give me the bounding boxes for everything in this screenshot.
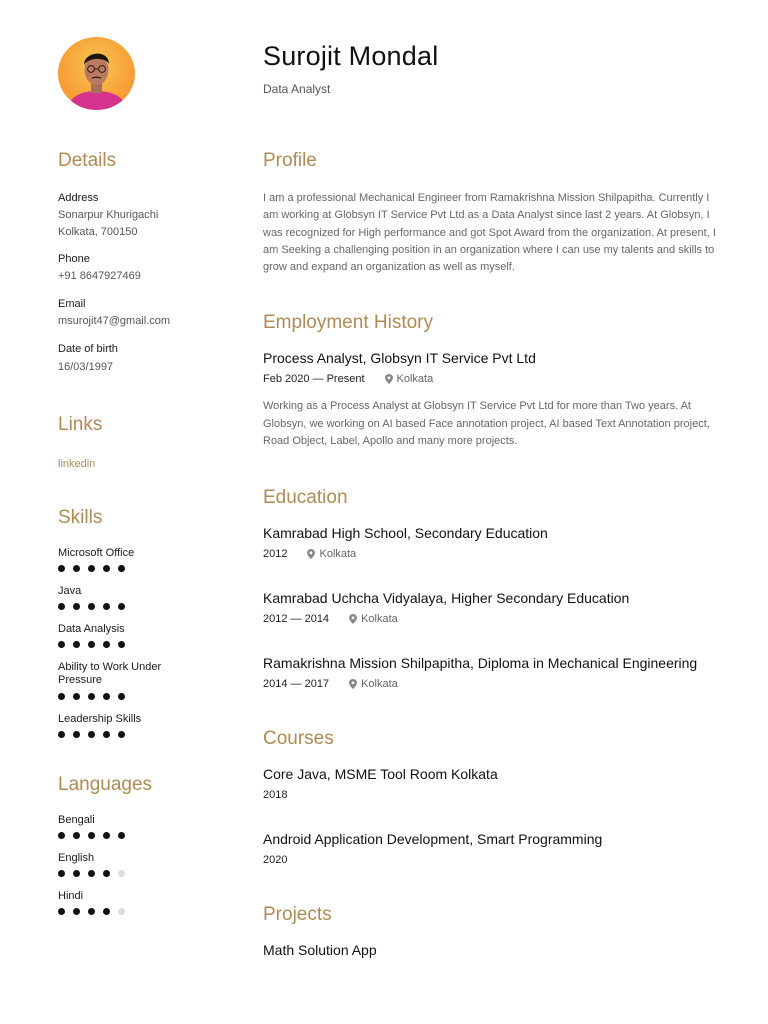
education-location-text: Kolkata — [361, 678, 398, 691]
job-location-text: Kolkata — [396, 373, 434, 386]
course-year: 2020 — [263, 854, 288, 867]
language-name: English — [58, 852, 95, 864]
address-block — [58, 192, 228, 241]
language-rating — [58, 832, 228, 839]
person-photo-icon — [58, 37, 135, 110]
candidate-name: Surojit Mondal — [263, 41, 439, 71]
profile-photo — [58, 37, 135, 110]
job-role: Data Analyst — [263, 82, 331, 96]
rating-dot — [58, 870, 65, 877]
language-name: Hindi — [58, 890, 84, 902]
rating-dot — [58, 641, 65, 648]
rating-dot — [73, 870, 80, 877]
rating-dot — [118, 641, 125, 648]
rating-dot — [58, 832, 65, 839]
education-location — [349, 613, 398, 625]
project-entry — [263, 942, 725, 958]
rating-dot — [103, 731, 110, 738]
rating-dot — [88, 832, 95, 839]
education-location-text: Kolkata — [319, 548, 357, 561]
rating-dot — [58, 731, 65, 738]
rating-dot — [118, 832, 125, 839]
rating-dot — [118, 603, 125, 610]
course-meta — [263, 789, 725, 801]
address-label: Address — [58, 192, 99, 204]
address-line-2: Kolkata, 700150 — [58, 226, 138, 238]
skills-list — [58, 547, 228, 738]
email-value: msurojit47@gmail.com — [58, 315, 171, 327]
location-pin-icon — [349, 679, 357, 689]
rating-dot — [88, 731, 95, 738]
skill-rating — [58, 731, 228, 738]
course-title: Android Application Development, Smart Programming — [263, 831, 603, 848]
education-meta — [263, 548, 725, 560]
rating-dot-empty — [118, 908, 125, 915]
language-name: Bengali — [58, 814, 95, 826]
education-title: Kamrabad Uchcha Vidyalaya, Higher Secondary Education — [263, 590, 630, 607]
skill-rating — [58, 641, 228, 648]
rating-dot — [73, 603, 80, 610]
rating-dot — [103, 693, 110, 700]
rating-dot — [88, 693, 95, 700]
rating-dot — [103, 603, 110, 610]
education-location — [307, 548, 356, 560]
education-entry — [263, 525, 725, 560]
skill-rating — [58, 565, 228, 572]
skill-rating — [58, 693, 228, 700]
rating-dot — [103, 908, 110, 915]
job-dates: Feb 2020 — Present — [263, 373, 365, 386]
skill-item — [58, 661, 228, 700]
rating-dot — [58, 693, 65, 700]
profile-heading: Profile — [263, 150, 317, 171]
rating-dot — [73, 832, 80, 839]
rating-dot-empty — [118, 870, 125, 877]
location-pin-icon — [307, 549, 315, 559]
skill-name: Java — [58, 585, 82, 597]
course-entry — [263, 766, 725, 801]
skill-name: Ability to Work Under Pressure — [58, 661, 162, 686]
linkedin-link[interactable]: linkedin — [58, 458, 96, 470]
rating-dot — [58, 603, 65, 610]
skill-item — [58, 623, 228, 648]
languages-list — [58, 814, 228, 915]
skill-item — [58, 547, 228, 572]
rating-dot — [103, 565, 110, 572]
job-location — [385, 373, 434, 385]
skill-name: Leadership Skills — [58, 713, 142, 725]
language-rating — [58, 870, 228, 877]
details-heading: Details — [58, 150, 117, 171]
rating-dot — [118, 731, 125, 738]
location-pin-icon — [385, 374, 393, 384]
rating-dot — [88, 565, 95, 572]
courses-heading: Courses — [263, 728, 334, 750]
education-location-text: Kolkata — [361, 613, 398, 626]
education-title: Kamrabad High School, Secondary Education — [263, 525, 548, 542]
education-dates: 2012 — 2014 — [263, 613, 330, 626]
skills-heading: Skills — [58, 507, 103, 528]
rating-dot — [103, 641, 110, 648]
employment-heading: Employment History — [263, 312, 433, 334]
project-title: Math Solution App — [263, 942, 377, 959]
education-meta — [263, 613, 725, 625]
rating-dot — [73, 641, 80, 648]
education-heading: Education — [263, 487, 348, 509]
language-rating — [58, 908, 228, 915]
education-title: Ramakrishna Mission Shilpapitha, Diploma in Mechanical Engineering — [263, 655, 698, 672]
skill-item — [58, 585, 228, 610]
rating-dot — [73, 731, 80, 738]
education-location — [349, 678, 398, 690]
rating-dot — [118, 693, 125, 700]
job-entry — [263, 350, 725, 450]
education-dates: 2012 — [263, 548, 288, 561]
location-pin-icon — [349, 614, 357, 624]
right-column — [263, 150, 725, 958]
education-meta — [263, 678, 725, 690]
job-meta — [263, 373, 725, 385]
dob-value: 16/03/1997 — [58, 361, 114, 373]
education-dates: 2014 — 2017 — [263, 678, 330, 691]
job-description: Working as a Process Analyst at Globsyn IT Service Pvt Ltd for more than Two years. At Globsyn, we working on AI based Face annotation project, AI based Text Annotation project, Road Object, Label, Apollo and many more projects. — [263, 400, 710, 448]
job-title: Process Analyst, Globsyn IT Service Pvt Ltd — [263, 350, 536, 367]
languages-heading: Languages — [58, 774, 153, 795]
skill-item — [58, 713, 228, 738]
education-entry — [263, 655, 725, 690]
links-heading: Links — [58, 414, 103, 435]
rating-dot — [73, 693, 80, 700]
rating-dot — [103, 870, 110, 877]
phone-block — [58, 253, 228, 285]
skill-rating — [58, 603, 228, 610]
language-item — [58, 852, 228, 877]
dob-block — [58, 343, 228, 376]
rating-dot — [88, 908, 95, 915]
rating-dot — [73, 565, 80, 572]
projects-heading: Projects — [263, 904, 332, 926]
rating-dot — [118, 565, 125, 572]
rating-dot — [58, 565, 65, 572]
phone-label: Phone — [58, 253, 90, 265]
course-title: Core Java, MSME Tool Room Kolkata — [263, 766, 498, 783]
course-entry — [263, 831, 725, 866]
rating-dot — [58, 908, 65, 915]
language-item — [58, 890, 228, 915]
left-column — [58, 150, 228, 915]
email-block — [58, 298, 228, 330]
skill-name: Data Analysis — [58, 623, 125, 635]
course-year: 2018 — [263, 789, 288, 802]
rating-dot — [88, 641, 95, 648]
language-item — [58, 814, 228, 839]
address-line-1: Sonarpur Khurigachi — [58, 209, 159, 221]
rating-dot — [103, 832, 110, 839]
education-entry — [263, 590, 725, 625]
email-label: Email — [58, 298, 86, 310]
rating-dot — [88, 870, 95, 877]
dob-label: Date of birth — [58, 343, 118, 355]
rating-dot — [88, 603, 95, 610]
skill-name: Microsoft Office — [58, 547, 135, 559]
phone-value: +91 8647927469 — [58, 270, 141, 282]
course-meta — [263, 854, 725, 866]
rating-dot — [73, 908, 80, 915]
profile-summary: I am a professional Mechanical Engineer from Ramakrishna Mission Shilpapitha. Currently I am working at Globsyn IT Service Pvt Ltd as a Data Analyst since last 2 years. At Globsyn, I was recognized for High performance and got Spot Award from the organization. At present, I am Seeking a challenging position in an organization where I can use my talents and skills to grow and expand an organization as well as myself. — [263, 192, 716, 274]
